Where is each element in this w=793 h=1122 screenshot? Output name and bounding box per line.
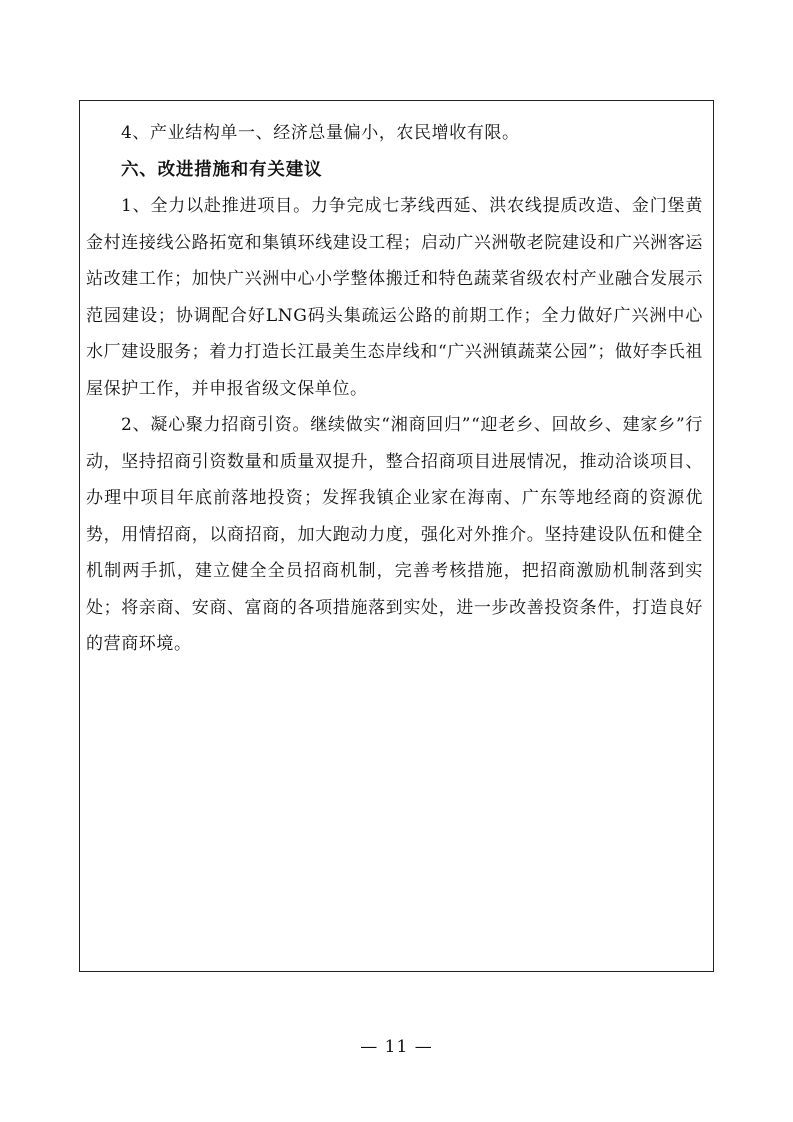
page-number: — 11 —	[360, 1037, 433, 1057]
content-frame	[79, 100, 714, 972]
document-body	[80, 115, 715, 663]
paragraph-promote-projects: 1、全力以赴推进项目。力争完成七茅线西延、洪农线提质改造、金门堡黄金村连接线公路拓宽和集镇环线建设工程；启动广兴洲敬老院建设和广兴洲客运站改建工作；加快广兴洲中心小学整体搬迁和特色蔬菜省级农村产业融合发展示范园建设；协调配合好LNG码头集疏运公路的前期工作；全力做好广兴洲中心水厂建设服务；着力打造长江最美生态岸线和“广兴洲镇蔬菜公园”；做好李氏祖屋保护工作，并申报省级文保单位。	[86, 196, 703, 399]
section-heading-improvements: 六、改进措施和有关建议	[121, 159, 323, 180]
paragraph-industry-structure: 4、产业结构单一、经济总量偏小，农民增收有限。	[121, 123, 520, 143]
paragraph-investment-attraction: 2、凝心聚力招商引资。继续做实“湘商回归”“迎老乡、回故乡、建家乡”行动，坚持招商引资数量和质量双提升，整合招商项目进展情况，推动洽谈项目、办理中项目年底前落地投资；发挥我镇企业家在海南、广东等地经商的资源优势，用情招商，以商招商，加大跑动力度，强化对外推介。坚持建设队伍和健全机制两手抓，建立健全全员招商机制，完善考核措施，把招商激励机制落到实处；将亲商、安商、富商的各项措施落到实处，进一步改善投资条件，打造良好的营商环境。	[86, 415, 703, 654]
